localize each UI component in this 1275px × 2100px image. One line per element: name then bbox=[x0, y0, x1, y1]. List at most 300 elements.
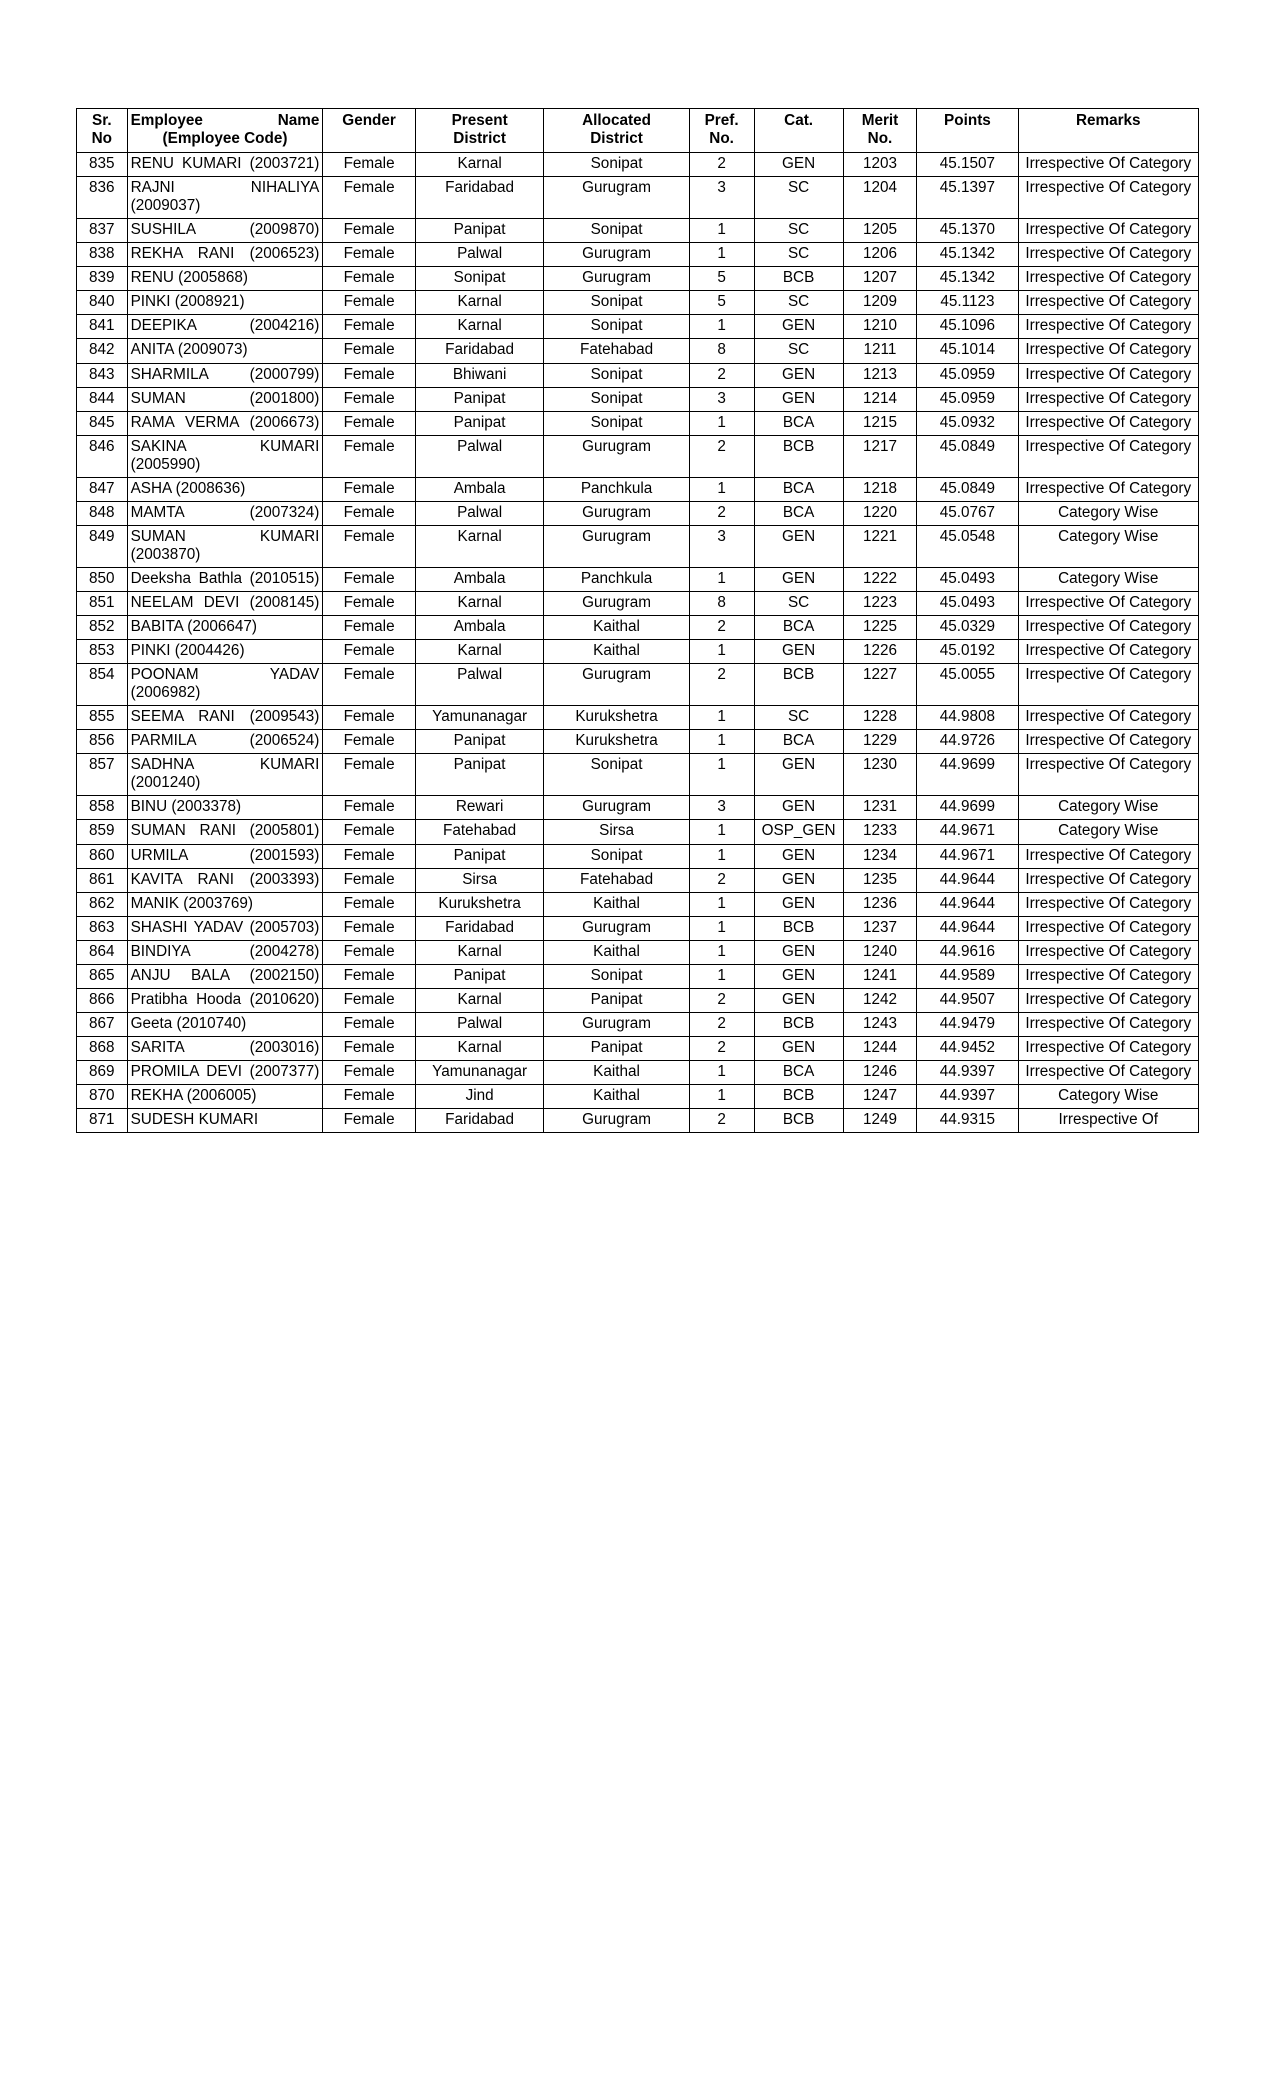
cell-category: SC bbox=[754, 219, 843, 243]
cell-merit-no: 1225 bbox=[843, 616, 917, 640]
cell-points: 44.9671 bbox=[917, 820, 1018, 844]
cell-gender: Female bbox=[323, 844, 415, 868]
cell-gender: Female bbox=[323, 820, 415, 844]
cell-points: 45.0192 bbox=[917, 640, 1018, 664]
cell-category: BCA bbox=[754, 1060, 843, 1084]
cell-present-district: Karnal bbox=[415, 291, 544, 315]
cell-allocated-district: Sirsa bbox=[544, 820, 689, 844]
cell-remarks: Irrespective Of Category bbox=[1018, 616, 1198, 640]
cell-remarks: Category Wise bbox=[1018, 501, 1198, 525]
cell-remarks: Category Wise bbox=[1018, 820, 1198, 844]
table-row bbox=[77, 754, 1199, 796]
cell-merit-no: 1221 bbox=[843, 525, 917, 567]
cell-merit-no: 1233 bbox=[843, 820, 917, 844]
cell-category: GEN bbox=[754, 567, 843, 591]
table-row bbox=[77, 243, 1199, 267]
cell-points: 44.9616 bbox=[917, 940, 1018, 964]
cell-category: GEN bbox=[754, 525, 843, 567]
cell-employee-name: PARMILA (2006524) bbox=[127, 730, 323, 754]
cell-employee-name: PROMILA DEVI (2007377) bbox=[127, 1060, 323, 1084]
cell-pref-no: 2 bbox=[689, 1012, 754, 1036]
cell-category: BCA bbox=[754, 411, 843, 435]
cell-allocated-district: Sonipat bbox=[544, 964, 689, 988]
cell-merit-no: 1234 bbox=[843, 844, 917, 868]
cell-remarks: Irrespective Of Category bbox=[1018, 1012, 1198, 1036]
cell-allocated-district: Gurugram bbox=[544, 916, 689, 940]
cell-merit-no: 1217 bbox=[843, 435, 917, 477]
cell-merit-no: 1244 bbox=[843, 1036, 917, 1060]
cell-allocated-district: Panipat bbox=[544, 988, 689, 1012]
cell-pref-no: 2 bbox=[689, 868, 754, 892]
column-header-remarks bbox=[1018, 109, 1198, 153]
cell-points: 44.9726 bbox=[917, 730, 1018, 754]
table-row bbox=[77, 291, 1199, 315]
cell-employee-name: KAVITA RANI (2003393) bbox=[127, 868, 323, 892]
cell-sr-no: 865 bbox=[77, 964, 128, 988]
cell-allocated-district: Kaithal bbox=[544, 1084, 689, 1108]
cell-merit-no: 1246 bbox=[843, 1060, 917, 1084]
cell-gender: Female bbox=[323, 477, 415, 501]
table-row bbox=[77, 1060, 1199, 1084]
table-row bbox=[77, 730, 1199, 754]
cell-pref-no: 2 bbox=[689, 435, 754, 477]
cell-category: SC bbox=[754, 339, 843, 363]
cell-pref-no: 1 bbox=[689, 315, 754, 339]
cell-category: GEN bbox=[754, 387, 843, 411]
cell-allocated-district: Gurugram bbox=[544, 267, 689, 291]
cell-pref-no: 1 bbox=[689, 820, 754, 844]
cell-allocated-district: Gurugram bbox=[544, 525, 689, 567]
cell-points: 45.0849 bbox=[917, 477, 1018, 501]
cell-remarks: Irrespective Of Category bbox=[1018, 477, 1198, 501]
cell-gender: Female bbox=[323, 219, 415, 243]
cell-sr-no: 844 bbox=[77, 387, 128, 411]
cell-sr-no: 860 bbox=[77, 844, 128, 868]
cell-allocated-district: Kurukshetra bbox=[544, 730, 689, 754]
cell-sr-no: 843 bbox=[77, 363, 128, 387]
cell-sr-no: 840 bbox=[77, 291, 128, 315]
cell-merit-no: 1226 bbox=[843, 640, 917, 664]
cell-present-district: Karnal bbox=[415, 640, 544, 664]
cell-present-district: Panipat bbox=[415, 387, 544, 411]
cell-gender: Female bbox=[323, 1060, 415, 1084]
cell-points: 44.9671 bbox=[917, 844, 1018, 868]
cell-remarks: Irrespective Of Category bbox=[1018, 339, 1198, 363]
cell-allocated-district: Kaithal bbox=[544, 892, 689, 916]
cell-merit-no: 1222 bbox=[843, 567, 917, 591]
table-row bbox=[77, 1109, 1199, 1133]
column-header-line-1: Cat. bbox=[784, 112, 814, 129]
cell-category: GEN bbox=[754, 315, 843, 339]
cell-employee-name: BABITA (2006647) bbox=[127, 616, 323, 640]
cell-allocated-district: Gurugram bbox=[544, 796, 689, 820]
cell-gender: Female bbox=[323, 730, 415, 754]
cell-present-district: Sirsa bbox=[415, 868, 544, 892]
cell-allocated-district: Kurukshetra bbox=[544, 706, 689, 730]
cell-points: 45.1096 bbox=[917, 315, 1018, 339]
cell-allocated-district: Kaithal bbox=[544, 1060, 689, 1084]
cell-allocated-district: Gurugram bbox=[544, 664, 689, 706]
cell-merit-no: 1235 bbox=[843, 868, 917, 892]
cell-present-district: Panipat bbox=[415, 411, 544, 435]
cell-sr-no: 836 bbox=[77, 177, 128, 219]
table-row bbox=[77, 1012, 1199, 1036]
cell-category: BCB bbox=[754, 664, 843, 706]
cell-sr-no: 849 bbox=[77, 525, 128, 567]
cell-allocated-district: Gurugram bbox=[544, 591, 689, 615]
cell-points: 44.9507 bbox=[917, 988, 1018, 1012]
cell-employee-name: SUMAN RANI (2005801) bbox=[127, 820, 323, 844]
cell-points: 44.9589 bbox=[917, 964, 1018, 988]
cell-gender: Female bbox=[323, 435, 415, 477]
cell-points: 44.9699 bbox=[917, 796, 1018, 820]
cell-allocated-district: Panchkula bbox=[544, 477, 689, 501]
column-header-line-1: Sr. bbox=[92, 112, 112, 129]
cell-merit-no: 1204 bbox=[843, 177, 917, 219]
cell-sr-no: 852 bbox=[77, 616, 128, 640]
cell-merit-no: 1231 bbox=[843, 796, 917, 820]
cell-employee-name: ANJU BALA (2002150) bbox=[127, 964, 323, 988]
cell-gender: Female bbox=[323, 525, 415, 567]
cell-employee-name: Pratibha Hooda (2010620) bbox=[127, 988, 323, 1012]
cell-remarks: Irrespective Of Category bbox=[1018, 435, 1198, 477]
table-row bbox=[77, 435, 1199, 477]
cell-pref-no: 1 bbox=[689, 219, 754, 243]
cell-present-district: Jind bbox=[415, 1084, 544, 1108]
cell-pref-no: 1 bbox=[689, 640, 754, 664]
cell-pref-no: 1 bbox=[689, 964, 754, 988]
cell-points: 45.1014 bbox=[917, 339, 1018, 363]
cell-merit-no: 1220 bbox=[843, 501, 917, 525]
cell-category: GEN bbox=[754, 940, 843, 964]
cell-present-district: Karnal bbox=[415, 1036, 544, 1060]
column-header-line-1: Gender bbox=[342, 112, 396, 129]
cell-present-district: Panipat bbox=[415, 219, 544, 243]
cell-remarks: Irrespective Of Category bbox=[1018, 730, 1198, 754]
cell-present-district: Palwal bbox=[415, 501, 544, 525]
cell-gender: Female bbox=[323, 796, 415, 820]
cell-pref-no: 1 bbox=[689, 892, 754, 916]
column-header-line-1: Remarks bbox=[1075, 112, 1141, 129]
cell-merit-no: 1211 bbox=[843, 339, 917, 363]
cell-pref-no: 1 bbox=[689, 730, 754, 754]
table-row bbox=[77, 844, 1199, 868]
cell-category: BCB bbox=[754, 916, 843, 940]
column-header-gender bbox=[323, 109, 415, 153]
cell-gender: Female bbox=[323, 664, 415, 706]
cell-employee-name: RENU KUMARI (2003721) bbox=[127, 153, 323, 177]
cell-sr-no: 868 bbox=[77, 1036, 128, 1060]
cell-points: 45.0959 bbox=[917, 387, 1018, 411]
cell-points: 45.0493 bbox=[917, 591, 1018, 615]
cell-remarks: Irrespective Of Category bbox=[1018, 315, 1198, 339]
cell-points: 44.9644 bbox=[917, 892, 1018, 916]
cell-present-district: Palwal bbox=[415, 1012, 544, 1036]
cell-pref-no: 1 bbox=[689, 1060, 754, 1084]
cell-pref-no: 8 bbox=[689, 339, 754, 363]
cell-merit-no: 1218 bbox=[843, 477, 917, 501]
table-row bbox=[77, 501, 1199, 525]
cell-merit-no: 1249 bbox=[843, 1109, 917, 1133]
cell-remarks: Irrespective Of Category bbox=[1018, 916, 1198, 940]
cell-gender: Female bbox=[323, 706, 415, 730]
cell-sr-no: 861 bbox=[77, 868, 128, 892]
cell-pref-no: 2 bbox=[689, 363, 754, 387]
cell-merit-no: 1242 bbox=[843, 988, 917, 1012]
column-header-line-1: Employee Name bbox=[130, 112, 320, 129]
cell-remarks: Irrespective Of Category bbox=[1018, 964, 1198, 988]
cell-allocated-district: Gurugram bbox=[544, 243, 689, 267]
cell-gender: Female bbox=[323, 339, 415, 363]
cell-category: GEN bbox=[754, 988, 843, 1012]
cell-points: 44.9699 bbox=[917, 754, 1018, 796]
table-row bbox=[77, 1036, 1199, 1060]
table-row bbox=[77, 219, 1199, 243]
table-row bbox=[77, 820, 1199, 844]
cell-present-district: Faridabad bbox=[415, 177, 544, 219]
cell-sr-no: 854 bbox=[77, 664, 128, 706]
cell-gender: Female bbox=[323, 501, 415, 525]
table-body bbox=[77, 153, 1199, 1133]
column-header-merit-no bbox=[843, 109, 917, 153]
cell-present-district: Karnal bbox=[415, 315, 544, 339]
cell-pref-no: 1 bbox=[689, 844, 754, 868]
cell-merit-no: 1205 bbox=[843, 219, 917, 243]
cell-category: GEN bbox=[754, 1036, 843, 1060]
cell-employee-name: SARITA (2003016) bbox=[127, 1036, 323, 1060]
cell-category: SC bbox=[754, 706, 843, 730]
cell-merit-no: 1206 bbox=[843, 243, 917, 267]
cell-category: GEN bbox=[754, 796, 843, 820]
cell-gender: Female bbox=[323, 1109, 415, 1133]
cell-present-district: Rewari bbox=[415, 796, 544, 820]
cell-allocated-district: Fatehabad bbox=[544, 868, 689, 892]
cell-points: 45.1342 bbox=[917, 267, 1018, 291]
cell-category: GEN bbox=[754, 868, 843, 892]
cell-points: 44.9397 bbox=[917, 1084, 1018, 1108]
cell-employee-name: RAMA VERMA (2006673) bbox=[127, 411, 323, 435]
cell-employee-name: SUMAN KUMARI (2003870) bbox=[127, 525, 323, 567]
cell-gender: Female bbox=[323, 363, 415, 387]
cell-sr-no: 863 bbox=[77, 916, 128, 940]
cell-pref-no: 1 bbox=[689, 477, 754, 501]
cell-pref-no: 3 bbox=[689, 177, 754, 219]
column-header-line-1: Pref. bbox=[704, 112, 739, 129]
table-header-row bbox=[77, 109, 1199, 153]
column-header-employee-name bbox=[127, 109, 323, 153]
cell-remarks: Irrespective Of Category bbox=[1018, 754, 1198, 796]
cell-remarks: Irrespective Of Category bbox=[1018, 706, 1198, 730]
cell-allocated-district: Sonipat bbox=[544, 363, 689, 387]
cell-points: 44.9397 bbox=[917, 1060, 1018, 1084]
cell-remarks: Irrespective Of Category bbox=[1018, 243, 1198, 267]
cell-employee-name: MAMTA (2007324) bbox=[127, 501, 323, 525]
cell-employee-name: RAJNI NIHALIYA (2009037) bbox=[127, 177, 323, 219]
allocation-table-container bbox=[76, 108, 1199, 1133]
cell-present-district: Karnal bbox=[415, 591, 544, 615]
table-row bbox=[77, 567, 1199, 591]
cell-merit-no: 1240 bbox=[843, 940, 917, 964]
cell-present-district: Karnal bbox=[415, 940, 544, 964]
cell-employee-name: SEEMA RANI (2009543) bbox=[127, 706, 323, 730]
cell-gender: Female bbox=[323, 267, 415, 291]
cell-pref-no: 3 bbox=[689, 525, 754, 567]
cell-category: BCA bbox=[754, 730, 843, 754]
table-row bbox=[77, 868, 1199, 892]
cell-merit-no: 1223 bbox=[843, 591, 917, 615]
cell-employee-name: Deeksha Bathla (2010515) bbox=[127, 567, 323, 591]
cell-present-district: Ambala bbox=[415, 616, 544, 640]
column-header-line-1: Present bbox=[451, 112, 508, 129]
cell-points: 44.9479 bbox=[917, 1012, 1018, 1036]
cell-allocated-district: Kaithal bbox=[544, 616, 689, 640]
cell-remarks: Category Wise bbox=[1018, 796, 1198, 820]
cell-employee-name: REKHA (2006005) bbox=[127, 1084, 323, 1108]
cell-sr-no: 856 bbox=[77, 730, 128, 754]
cell-employee-name: SUDESH KUMARI bbox=[127, 1109, 323, 1133]
cell-allocated-district: Sonipat bbox=[544, 754, 689, 796]
cell-present-district: Sonipat bbox=[415, 267, 544, 291]
employee-allocation-table bbox=[76, 108, 1199, 1133]
cell-merit-no: 1207 bbox=[843, 267, 917, 291]
column-header-line-1: Allocated bbox=[582, 112, 651, 129]
cell-present-district: Karnal bbox=[415, 988, 544, 1012]
cell-merit-no: 1236 bbox=[843, 892, 917, 916]
cell-present-district: Panipat bbox=[415, 754, 544, 796]
cell-points: 45.1507 bbox=[917, 153, 1018, 177]
cell-employee-name: PINKI (2004426) bbox=[127, 640, 323, 664]
cell-present-district: Yamunanagar bbox=[415, 706, 544, 730]
cell-allocated-district: Panipat bbox=[544, 1036, 689, 1060]
cell-remarks: Irrespective Of Category bbox=[1018, 844, 1198, 868]
table-header bbox=[77, 109, 1199, 153]
cell-points: 45.0055 bbox=[917, 664, 1018, 706]
cell-pref-no: 1 bbox=[689, 754, 754, 796]
cell-gender: Female bbox=[323, 387, 415, 411]
cell-employee-name: SHARMILA (2000799) bbox=[127, 363, 323, 387]
cell-remarks: Irrespective Of Category bbox=[1018, 411, 1198, 435]
cell-pref-no: 2 bbox=[689, 616, 754, 640]
cell-category: GEN bbox=[754, 892, 843, 916]
cell-category: GEN bbox=[754, 363, 843, 387]
cell-points: 44.9644 bbox=[917, 868, 1018, 892]
cell-remarks: Irrespective Of Category bbox=[1018, 664, 1198, 706]
cell-category: BCA bbox=[754, 477, 843, 501]
cell-allocated-district: Fatehabad bbox=[544, 339, 689, 363]
cell-present-district: Karnal bbox=[415, 153, 544, 177]
cell-present-district: Palwal bbox=[415, 664, 544, 706]
cell-points: 45.1123 bbox=[917, 291, 1018, 315]
cell-present-district: Faridabad bbox=[415, 339, 544, 363]
cell-sr-no: 841 bbox=[77, 315, 128, 339]
cell-allocated-district: Kaithal bbox=[544, 940, 689, 964]
column-header-line-2: District bbox=[590, 130, 643, 148]
cell-present-district: Panipat bbox=[415, 730, 544, 754]
cell-sr-no: 847 bbox=[77, 477, 128, 501]
cell-points: 45.1342 bbox=[917, 243, 1018, 267]
cell-gender: Female bbox=[323, 567, 415, 591]
cell-merit-no: 1215 bbox=[843, 411, 917, 435]
cell-sr-no: 839 bbox=[77, 267, 128, 291]
column-header-pref-no bbox=[689, 109, 754, 153]
cell-category: BCB bbox=[754, 267, 843, 291]
cell-remarks: Irrespective Of Category bbox=[1018, 940, 1198, 964]
cell-remarks: Irrespective Of Category bbox=[1018, 177, 1198, 219]
cell-gender: Female bbox=[323, 153, 415, 177]
cell-gender: Female bbox=[323, 1036, 415, 1060]
cell-gender: Female bbox=[323, 315, 415, 339]
cell-employee-name: MANIK (2003769) bbox=[127, 892, 323, 916]
cell-points: 44.9452 bbox=[917, 1036, 1018, 1060]
cell-sr-no: 846 bbox=[77, 435, 128, 477]
column-header-line-1: Points bbox=[944, 112, 991, 129]
cell-remarks: Category Wise bbox=[1018, 1084, 1198, 1108]
cell-sr-no: 864 bbox=[77, 940, 128, 964]
cell-sr-no: 835 bbox=[77, 153, 128, 177]
cell-employee-name: SADHNA KUMARI (2001240) bbox=[127, 754, 323, 796]
cell-category: GEN bbox=[754, 153, 843, 177]
cell-pref-no: 1 bbox=[689, 243, 754, 267]
cell-remarks: Irrespective Of Category bbox=[1018, 868, 1198, 892]
cell-employee-name: ASHA (2008636) bbox=[127, 477, 323, 501]
cell-gender: Female bbox=[323, 940, 415, 964]
cell-employee-name: URMILA (2001593) bbox=[127, 844, 323, 868]
cell-sr-no: 845 bbox=[77, 411, 128, 435]
cell-points: 45.0493 bbox=[917, 567, 1018, 591]
cell-allocated-district: Sonipat bbox=[544, 219, 689, 243]
cell-merit-no: 1213 bbox=[843, 363, 917, 387]
cell-allocated-district: Sonipat bbox=[544, 153, 689, 177]
cell-points: 44.9315 bbox=[917, 1109, 1018, 1133]
cell-gender: Female bbox=[323, 291, 415, 315]
cell-remarks: Irrespective Of Category bbox=[1018, 291, 1198, 315]
table-row bbox=[77, 1084, 1199, 1108]
cell-present-district: Karnal bbox=[415, 525, 544, 567]
cell-sr-no: 869 bbox=[77, 1060, 128, 1084]
cell-category: BCA bbox=[754, 501, 843, 525]
cell-sr-no: 853 bbox=[77, 640, 128, 664]
column-header-sr-no bbox=[77, 109, 128, 153]
cell-merit-no: 1243 bbox=[843, 1012, 917, 1036]
table-row bbox=[77, 153, 1199, 177]
cell-sr-no: 837 bbox=[77, 219, 128, 243]
cell-allocated-district: Gurugram bbox=[544, 1012, 689, 1036]
table-row bbox=[77, 892, 1199, 916]
cell-pref-no: 2 bbox=[689, 501, 754, 525]
column-header-line-2: No. bbox=[867, 130, 893, 148]
cell-points: 45.0548 bbox=[917, 525, 1018, 567]
cell-sr-no: 858 bbox=[77, 796, 128, 820]
cell-merit-no: 1227 bbox=[843, 664, 917, 706]
table-row bbox=[77, 339, 1199, 363]
cell-remarks: Irrespective Of Category bbox=[1018, 387, 1198, 411]
cell-pref-no: 5 bbox=[689, 291, 754, 315]
cell-sr-no: 866 bbox=[77, 988, 128, 1012]
column-header-line-2: (Employee Code) bbox=[162, 130, 288, 148]
cell-allocated-district: Sonipat bbox=[544, 315, 689, 339]
cell-gender: Female bbox=[323, 640, 415, 664]
cell-gender: Female bbox=[323, 1012, 415, 1036]
cell-sr-no: 859 bbox=[77, 820, 128, 844]
cell-pref-no: 1 bbox=[689, 411, 754, 435]
column-header-allocated-district bbox=[544, 109, 689, 153]
cell-gender: Female bbox=[323, 616, 415, 640]
cell-remarks: Irrespective Of Category bbox=[1018, 1060, 1198, 1084]
cell-category: OSP_GEN bbox=[754, 820, 843, 844]
cell-remarks: Category Wise bbox=[1018, 567, 1198, 591]
column-header-line-2: District bbox=[453, 130, 506, 148]
cell-present-district: Panipat bbox=[415, 844, 544, 868]
